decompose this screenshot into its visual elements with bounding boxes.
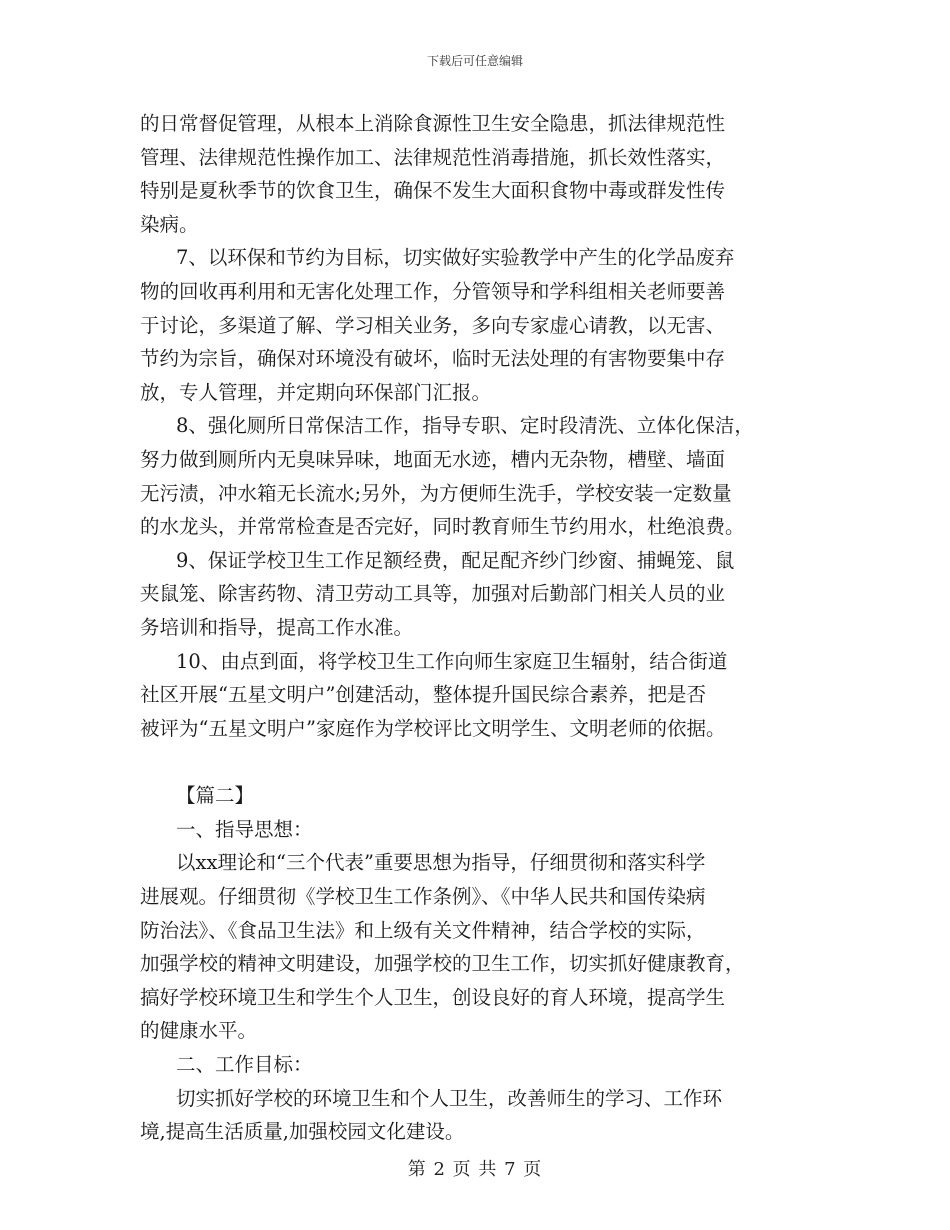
text-line: 务培训和指导，提高工作水准。	[140, 615, 414, 639]
document-body	[140, 107, 830, 1149]
text-line: 10、由点到面，将学校卫生工作向师生家庭卫生辐射，结合街道	[176, 649, 728, 673]
text-line: 9、保证学校卫生工作足额经费，配足配齐纱门纱窗、捕蝇笼、鼠	[176, 548, 735, 572]
page-footer: 第 2 页 共 7 页	[407, 1159, 543, 1180]
section-two	[140, 779, 830, 1149]
heading-work-goals: 二、工作目标：	[176, 1053, 313, 1077]
text-line: 努力做到厕所内无臭味异味，地面无水迹，槽内无杂物，槽壁、墙面	[140, 447, 726, 471]
text-line: 进展观。仔细贯彻《学校卫生工作条例》、《中华人民共和国传染病	[140, 885, 706, 909]
paragraph-food-safety	[140, 107, 830, 241]
text-line: 加强学校的精神文明建设，加强学校的卫生工作，切实抓好健康教育，	[140, 952, 745, 976]
text-line: 物的回收再利用和无害化处理工作，分管领导和学科组相关老师要善	[140, 279, 726, 303]
text-line: 染病。	[140, 212, 199, 236]
paragraph-guiding-thought	[140, 846, 830, 1048]
section-title: 【篇二】	[176, 784, 255, 808]
text-line: 的水龙头，并常常检查是否完好，同时教育师生节约用水，杜绝浪费。	[140, 515, 745, 539]
text-line: 防治法》、《食品卫生法》和上级有关文件精神，结合学校的实际，	[140, 918, 706, 942]
text-line: 的日常督促管理，从根本上消除食源性卫生安全隐患，抓法律规范性	[140, 112, 726, 135]
paragraph-item-10	[140, 645, 830, 746]
text-line: 8、强化厕所日常保洁工作，指导专职、定时段清洗、立体化保洁，	[176, 414, 754, 438]
text-line: 境,提高生活质量,加强校园文化建设。	[140, 1120, 465, 1144]
text-line: 管理、法律规范性操作加工、法律规范性消毒措施，抓长效性落实，	[140, 145, 726, 169]
text-line: 夹鼠笼、除害药物、清卫劳动工具等，加强对后勤部门相关人员的业	[140, 582, 726, 606]
text-line: 社区开展“五星文明户”创建活动，整体提升国民综合素养，把是否	[140, 683, 706, 707]
paragraph-work-goals	[140, 1082, 830, 1149]
section-gap	[140, 745, 830, 779]
text-line: 节约为宗旨，确保对环境没有破坏，临时无法处理的有害物要集中存	[140, 347, 726, 371]
text-line: 的健康水平。	[140, 1019, 258, 1043]
text-line: 放，专人管理，并定期向环保部门汇报。	[140, 380, 492, 404]
heading-guiding-thought: 一、指导思想：	[176, 817, 313, 841]
text-line: 特别是夏秋季节的饮食卫生，确保不发生大面积食物中毒或群发性传	[140, 179, 726, 203]
page-header: 下载后可任意编辑	[426, 54, 523, 68]
text-line: 搞好学校环境卫生和学生个人卫生，创设良好的育人环境，提高学生	[140, 985, 726, 1009]
text-line: 7、以环保和节约为目标，切实做好实验教学中产生的化学品废弃	[176, 246, 735, 270]
paragraph-item-8	[140, 409, 830, 543]
paragraph-item-9	[140, 544, 830, 645]
text-line: 于讨论，多渠道了解、学习相关业务，多向专家虚心请教，以无害、	[140, 313, 726, 337]
paragraph-item-7	[140, 241, 830, 409]
text-line: 无污渍，冲水箱无长流水;另外，为方便师生洗手，学校安装一定数量	[140, 481, 732, 505]
text-line: 被评为“五星文明户”家庭作为学校评比文明学生、文明老师的依据。	[140, 716, 726, 740]
text-line: 以xx理论和“三个代表”重要思想为指导，仔细贯彻和落实科学	[176, 851, 706, 875]
text-line: 切实抓好学校的环境卫生和个人卫生，改善师生的学习、工作环	[176, 1086, 723, 1110]
